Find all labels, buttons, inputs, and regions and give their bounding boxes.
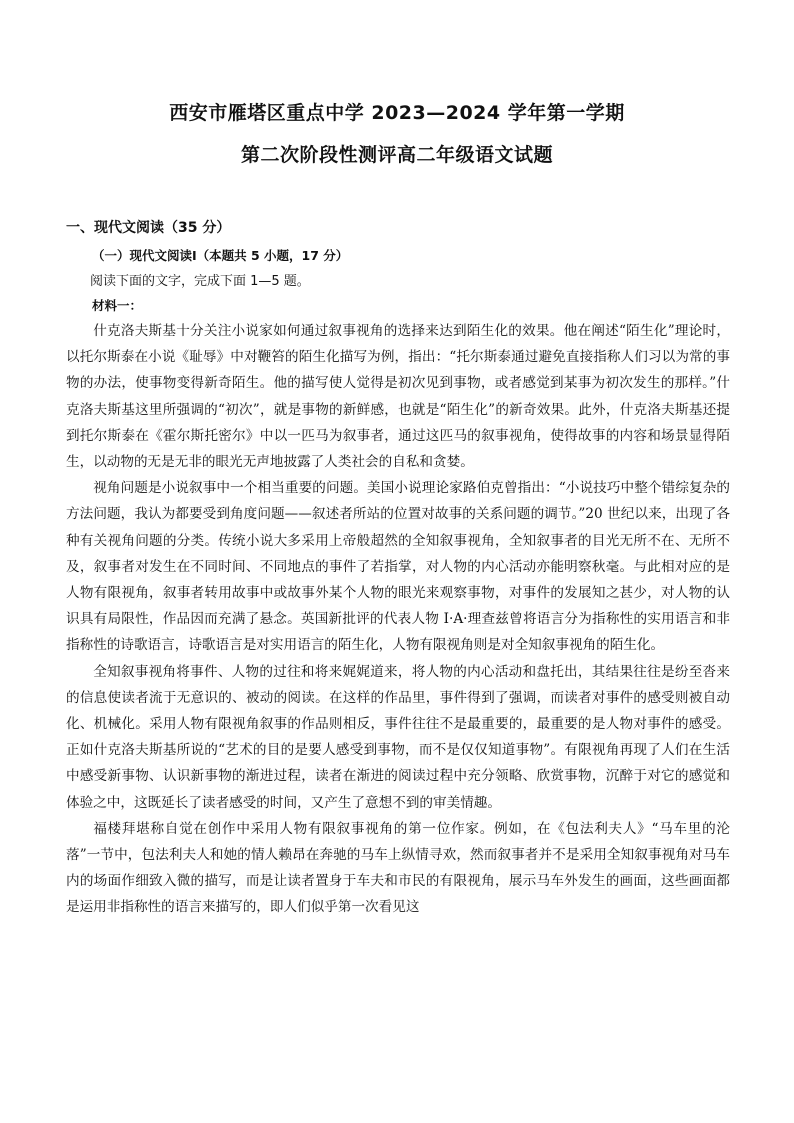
subsection-heading: （一）现代文阅读Ⅰ（本题共 5 小题，17 分）	[92, 248, 349, 263]
passage-paragraph-3: 全知叙事视角将事件、人物的过往和将来娓娓道来，将人物的内心活动和盘托出，其结果往往是纷至沓来的信息使读者流于无意识的、被动的阅读。在这样的作品里，事件得到了强调，而读者对事件的感受则被自动化、机械化。采用人物有限视角叙事的作品则相反，事件往往不是最重要的，最重要的是人物对事件的感受。正如什克洛夫斯基所说的“艺术的目的是要人感受到事物，而不是仅仅知道事物”。有限视角再现了人们在生活中感受新事物、认识新事物的渐进过程，读者在渐进的阅读过程中充分领略、欣赏事物，沉醉于对它的感觉和体验之中，这既延长了读者感受的时间，又产生了意想不到的审美情趣。	[66, 663, 730, 811]
passage-paragraph-1: 什克洛夫斯基十分关注小说家如何通过叙事视角的选择来达到陌生化的效果。他在阐述“陌生化”理论时，以托尔斯泰在小说《耻辱》中对鞭笞的陌生化描写为例，指出：“托尔斯泰通过避免直接指称人们习以为常的事物的办法，使事物变得新奇陌生。他的描写使人觉得是初次见到事物，或者感觉到某事为初次发生的那样。”什克洛夫斯基这里所强调的“初次”，就是事物的新鲜感，也就是“陌生化”的新奇效果。此外，什克洛夫斯基还提到托尔斯泰在《霍尔斯托密尔》中以一匹马为叙事者，通过这匹马的叙事视角，使得故事的内容和场景显得陌生，以动物的无是无非的眼光无声地披露了人类社会的自私和贪婪。	[66, 323, 730, 471]
exam-title-line1: 西安市雁塔区重点中学 2023—2024 学年第一学期	[169, 102, 625, 124]
passage-paragraph-4: 福楼拜堪称自觉在创作中采用人物有限叙事视角的第一位作家。例如，在《包法利夫人》“马车里的沦落”一节中，包法利夫人和她的情人赖昂在奔驰的马车上纵情寻欢，然而叙事者并不是采用全知叙事视角对马车内的场面作细致入微的描写，而是让读者置身于车夫和市民的有限视角，展示马车外发生的画面，这些画面都是运用非指称性的语言来描写的，即人们似乎第一次看见这	[66, 820, 730, 916]
material-label: 材料一：	[92, 298, 143, 313]
section-heading: 一、现代文阅读（35 分）	[66, 220, 231, 236]
passage-paragraph-2: 视角问题是小说叙事中一个相当重要的问题。美国小说理论家路伯克曾指出：“小说技巧中整个错综复杂的方法问题，我认为都要受到角度问题——叙述者所站的位置对故事的关系问题的调节。”20 世纪以来，出现了各种有关视角问题的分类。传统小说大多采用上帝般超然的全知叙事视角，全知叙事者的目光无所不在、无所不及，叙事者对发生在不同时间、不同地点的事件了若指掌，对人物的内心活动亦能明察秋毫。与此相对应的是人物有限视角，叙事者转用故事中或故事外某个人物的眼光来观察事物，对事件的发展知之甚少，对人物的认识具有局限性，作品因而充满了悬念。英国新批评的代表人物 I·A·理查兹曾将语言分为指称性的实用语言和非指称性的诗歌语言，诗歌语言是对实用语言的陌生化，人物有限视角则是对全知叙事视角的陌生化。	[66, 480, 730, 654]
exam-title-line2: 第二次阶段性测评高二年级语文试题	[240, 144, 553, 166]
reading-instruction: 阅读下面的文字，完成下面 1—5 题。	[90, 274, 310, 289]
reading-passage	[66, 318, 730, 921]
